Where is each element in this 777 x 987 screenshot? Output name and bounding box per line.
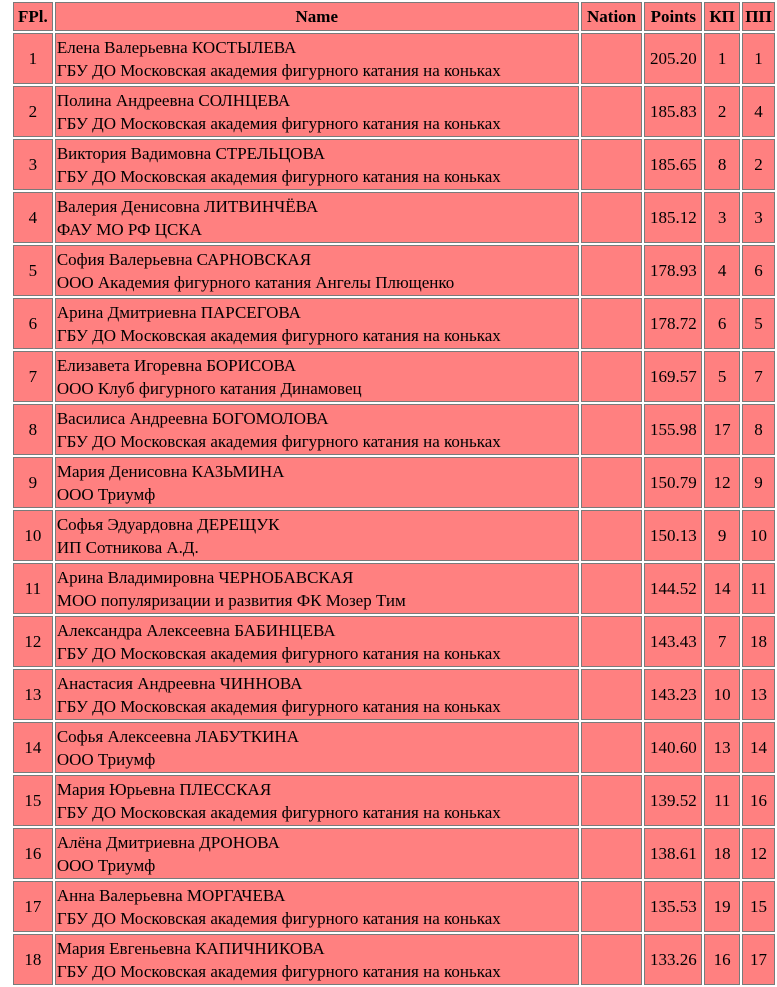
kp-cell: 6 [704,298,740,349]
skater-name: София Валерьевна САРНОВСКАЯ [56,249,312,269]
pp-cell: 4 [742,86,775,137]
points-cell: 155.98 [644,404,702,455]
pp-cell: 2 [742,139,775,190]
table-row [13,139,775,190]
skater-cell [55,828,579,879]
skater-cell [55,881,579,932]
kp-cell: 10 [704,669,740,720]
nation-cell [581,192,643,243]
place-cell: 1 [13,33,53,84]
points-cell: 133.26 [644,934,702,985]
nation-cell [581,563,643,614]
skater-club: ООО Клуб фигурного катания Динамовец [56,378,362,398]
skater-cell [55,669,579,720]
kp-cell: 16 [704,934,740,985]
table-row [13,351,775,402]
skater-club: ГБУ ДО Московская академия фигурного катания на коньках [56,961,501,981]
skater-club: ИП Сотникова А.Д. [56,537,199,557]
kp-cell: 19 [704,881,740,932]
nation-cell [581,351,643,402]
place-cell: 18 [13,934,53,985]
header-nation: Nation [581,2,643,31]
table-row [13,404,775,455]
skater-club: ГБУ ДО Московская академия фигурного катания на коньках [56,643,501,663]
pp-cell: 1 [742,33,775,84]
pp-cell: 11 [742,563,775,614]
table-row [13,192,775,243]
pp-cell: 16 [742,775,775,826]
table-row [13,298,775,349]
pp-cell: 17 [742,934,775,985]
kp-cell: 2 [704,86,740,137]
header-fpl: FPl. [13,2,53,31]
points-cell: 143.43 [644,616,702,667]
header-pp: ПП [742,2,775,31]
skater-club: ГБУ ДО Московская академия фигурного катания на коньках [56,60,501,80]
kp-cell: 7 [704,616,740,667]
skater-cell [55,563,579,614]
nation-cell [581,457,643,508]
nation-cell [581,139,643,190]
pp-cell: 5 [742,298,775,349]
skater-name: Василиса Андреевна БОГОМОЛОВА [56,408,329,428]
skater-cell [55,510,579,561]
skater-club: ГБУ ДО Московская академия фигурного катания на коньках [56,802,501,822]
points-cell: 178.93 [644,245,702,296]
points-cell: 185.65 [644,139,702,190]
table-row [13,457,775,508]
skater-club: ГБУ ДО Московская академия фигурного катания на коньках [56,325,501,345]
points-cell: 140.60 [644,722,702,773]
skater-cell [55,192,579,243]
place-cell: 13 [13,669,53,720]
points-cell: 178.72 [644,298,702,349]
place-cell: 7 [13,351,53,402]
place-cell: 6 [13,298,53,349]
pp-cell: 8 [742,404,775,455]
place-cell: 4 [13,192,53,243]
skater-cell [55,298,579,349]
skater-name: Анна Валерьевна МОРГАЧЕВА [56,885,286,905]
skater-name: Арина Владимировна ЧЕРНОБАВСКАЯ [56,567,354,587]
table-row [13,722,775,773]
table-row [13,245,775,296]
nation-cell [581,86,643,137]
nation-cell [581,616,643,667]
points-cell: 205.20 [644,33,702,84]
points-cell: 150.13 [644,510,702,561]
skater-name: Елена Валерьевна КОСТЫЛЕВА [56,37,297,57]
skater-cell [55,404,579,455]
place-cell: 14 [13,722,53,773]
place-cell: 10 [13,510,53,561]
skater-club: ГБУ ДО Московская академия фигурного катания на коньках [56,166,501,186]
kp-cell: 11 [704,775,740,826]
kp-cell: 9 [704,510,740,561]
nation-cell [581,669,643,720]
pp-cell: 15 [742,881,775,932]
kp-cell: 14 [704,563,740,614]
kp-cell: 12 [704,457,740,508]
pp-cell: 13 [742,669,775,720]
place-cell: 8 [13,404,53,455]
skater-cell [55,139,579,190]
skater-name: Анастасия Андреевна ЧИННОВА [56,673,303,693]
nation-cell [581,722,643,773]
kp-cell: 1 [704,33,740,84]
header-row [13,2,775,31]
skater-cell [55,33,579,84]
place-cell: 12 [13,616,53,667]
nation-cell [581,934,643,985]
skater-cell [55,775,579,826]
skater-cell [55,934,579,985]
table-row [13,881,775,932]
kp-cell: 5 [704,351,740,402]
nation-cell [581,245,643,296]
pp-cell: 10 [742,510,775,561]
skater-cell [55,457,579,508]
table-row [13,616,775,667]
place-cell: 9 [13,457,53,508]
points-cell: 135.53 [644,881,702,932]
skater-name: Елизавета Игоревна БОРИСОВА [56,355,297,375]
skater-club: ФАУ МО РФ ЦСКА [56,219,202,239]
skater-name: Алёна Дмитриевна ДРОНОВА [56,832,280,852]
kp-cell: 8 [704,139,740,190]
skater-club: ГБУ ДО Московская академия фигурного катания на коньках [56,908,501,928]
pp-cell: 6 [742,245,775,296]
header-points: Points [644,2,702,31]
place-cell: 11 [13,563,53,614]
nation-cell [581,298,643,349]
table-row [13,828,775,879]
place-cell: 16 [13,828,53,879]
skater-club: ООО Триумф [56,855,156,875]
header-name: Name [55,2,579,31]
skater-name: Полина Андреевна СОЛНЦЕВА [56,90,291,110]
skater-club: ООО Триумф [56,749,156,769]
place-cell: 2 [13,86,53,137]
skater-name: Александра Алексеевна БАБИНЦЕВА [56,620,336,640]
points-cell: 139.52 [644,775,702,826]
place-cell: 17 [13,881,53,932]
nation-cell [581,510,643,561]
skater-name: Виктория Вадимовна СТРЕЛЬЦОВА [56,143,325,163]
nation-cell [581,881,643,932]
place-cell: 3 [13,139,53,190]
kp-cell: 3 [704,192,740,243]
points-cell: 138.61 [644,828,702,879]
results-table [11,0,777,987]
points-cell: 150.79 [644,457,702,508]
skater-name: Мария Юрьевна ПЛЕССКАЯ [56,779,272,799]
skater-name: Мария Евгеньевна КАПИЧНИКОВА [56,938,325,958]
skater-club: ГБУ ДО Московская академия фигурного катания на коньках [56,431,501,451]
nation-cell [581,775,643,826]
skater-cell [55,616,579,667]
nation-cell [581,33,643,84]
skater-name: Мария Денисовна КАЗЬМИНА [56,461,285,481]
table-row [13,934,775,985]
pp-cell: 3 [742,192,775,243]
result-rows [13,33,775,985]
table-row [13,510,775,561]
skater-name: Софья Эдуардовна ДЕРЕЩУК [56,514,280,534]
skater-cell [55,245,579,296]
points-cell: 185.12 [644,192,702,243]
skater-club: ООО Академия фигурного катания Ангелы Плющенко [56,272,455,292]
skater-cell [55,722,579,773]
pp-cell: 18 [742,616,775,667]
skater-club: ГБУ ДО Московская академия фигурного катания на коньках [56,113,501,133]
nation-cell [581,404,643,455]
kp-cell: 13 [704,722,740,773]
points-cell: 143.23 [644,669,702,720]
table-row [13,669,775,720]
skater-name: Софья Алексеевна ЛАБУТКИНА [56,726,299,746]
nation-cell [581,828,643,879]
points-cell: 169.57 [644,351,702,402]
table-row [13,86,775,137]
points-cell: 185.83 [644,86,702,137]
pp-cell: 12 [742,828,775,879]
skater-cell [55,351,579,402]
kp-cell: 18 [704,828,740,879]
place-cell: 5 [13,245,53,296]
header-kp: КП [704,2,740,31]
skater-cell [55,86,579,137]
pp-cell: 7 [742,351,775,402]
points-cell: 144.52 [644,563,702,614]
skater-club: ГБУ ДО Московская академия фигурного катания на коньках [56,696,501,716]
skater-club: МОО популяризации и развития ФК Мозер Тим [56,590,406,610]
kp-cell: 17 [704,404,740,455]
kp-cell: 4 [704,245,740,296]
skater-club: ООО Триумф [56,484,156,504]
pp-cell: 14 [742,722,775,773]
skater-name: Валерия Денисовна ЛИТВИНЧЁВА [56,196,319,216]
table-row [13,563,775,614]
skater-name: Арина Дмитриевна ПАРСЕГОВА [56,302,301,322]
place-cell: 15 [13,775,53,826]
pp-cell: 9 [742,457,775,508]
table-row [13,33,775,84]
table-row [13,775,775,826]
